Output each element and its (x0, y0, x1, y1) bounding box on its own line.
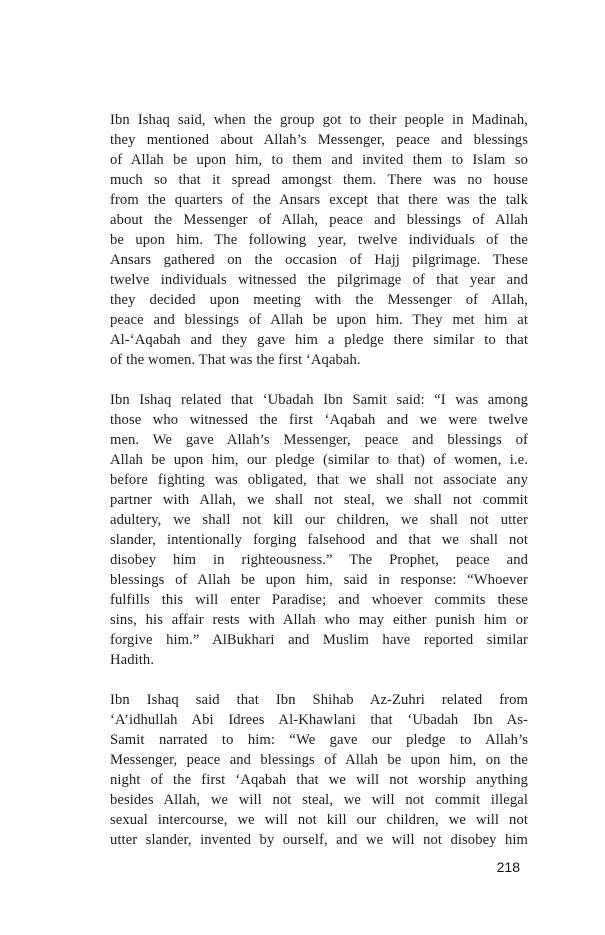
text-line: peace and blessings of Allah be upon him. They met him at (110, 312, 528, 328)
text-line: forgive him.” AlBukhari and Muslim have reported similar (110, 632, 528, 648)
paragraph-1 (110, 110, 528, 370)
text-line: Samit narrated to him: “We gave our pledge to Allah’s (110, 732, 528, 748)
text-line: utter slander, invented by ourself, and we will not disobey him (110, 832, 528, 848)
text-line: slander, intentionally forging falsehood and that we shall not (110, 532, 528, 548)
text-line: partner with Allah, we shall not steal, we shall not commit (110, 492, 528, 508)
text-line: night of the first ‘Aqabah that we will not worship anything (110, 772, 528, 788)
text-line: Ansars gathered on the occasion of Hajj pilgrimage. These (110, 252, 528, 268)
text-line: Ibn Ishaq said, when the group got to their people in Madinah, (110, 112, 528, 128)
text-line: sins, his affair rests with Allah who may either punish him or (110, 612, 528, 628)
page-number: 218 (496, 859, 520, 875)
paragraph-3 (110, 690, 528, 850)
text-line: disobey him in righteousness.” The Prophet, peace and (110, 552, 528, 568)
text-line: of Allah be upon him, to them and invited them to Islam so (110, 152, 528, 168)
text-line: before fighting was obligated, that we shall not associate any (110, 472, 528, 488)
text-line: men. We gave Allah’s Messenger, peace and blessings of (110, 432, 528, 448)
text-line: of the women. That was the first ‘Aqabah. (110, 352, 361, 368)
text-line: from the quarters of the Ansars except that there was the talk (110, 192, 528, 208)
text-line: they decided upon meeting with the Messenger of Allah, (110, 292, 528, 308)
text-line: fulfills this will enter Paradise; and whoever commits these (110, 592, 528, 608)
text-line: blessings of Allah be upon him, said in response: “Whoever (110, 572, 528, 588)
text-line: besides Allah, we will not steal, we will not commit illegal (110, 792, 528, 808)
text-line: sexual intercourse, we will not kill our children, we will not (110, 812, 528, 828)
text-line: they mentioned about Allah’s Messenger, peace and blessings (110, 132, 528, 148)
text-line: Ibn Ishaq related that ‘Ubadah Ibn Samit said: “I was among (110, 392, 528, 408)
text-line: Messenger, peace and blessings of Allah be upon him, on the (110, 752, 528, 768)
text-line: Al-‘Aqabah and they gave him a pledge there similar to that (110, 332, 528, 348)
text-line: ‘A’idhullah Abi Idrees Al-Khawlani that ‘Ubadah Ibn As- (110, 712, 528, 728)
text-line: Hadith. (110, 652, 155, 668)
text-line: adultery, we shall not kill our children, we shall not utter (110, 512, 528, 528)
paragraph-2 (110, 390, 528, 670)
text-line: much so that it spread amongst them. There was no house (110, 172, 528, 188)
text-line: those who witnessed the first ‘Aqabah and we were twelve (110, 412, 528, 428)
text-line: twelve individuals witnessed the pilgrimage of that year and (110, 272, 528, 288)
text-line: about the Messenger of Allah, peace and blessings of Allah (110, 212, 528, 228)
text-line: Allah be upon him, our pledge (similar to that) of women, i.e. (110, 452, 528, 468)
text-line: Ibn Ishaq said that Ibn Shihab Az-Zuhri related from (110, 692, 528, 708)
text-line: be upon him. The following year, twelve individuals of the (110, 232, 528, 248)
body-text (110, 110, 528, 870)
